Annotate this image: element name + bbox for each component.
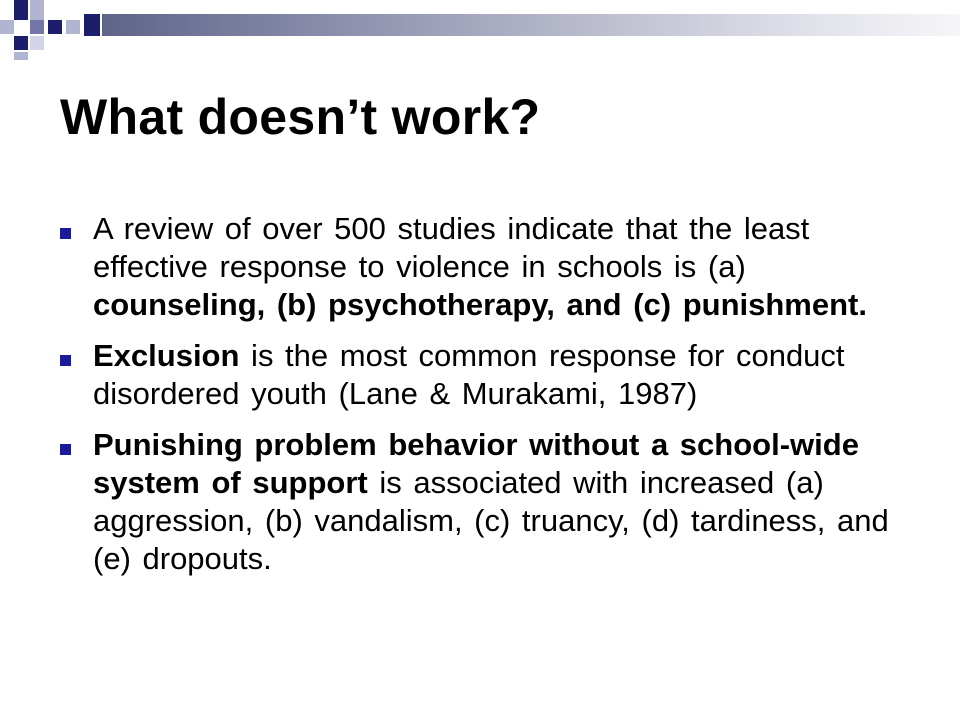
- banner-gradient-bar: [102, 14, 960, 36]
- banner-square: [30, 0, 44, 20]
- square-bullet-icon: [60, 444, 71, 455]
- bullet-text-bold: Exclusion: [93, 338, 240, 373]
- banner-square: [0, 20, 14, 34]
- bullet-list: [60, 210, 910, 591]
- bullet-item: [60, 426, 910, 578]
- bullet-text: is the most common response for conduct disordered youth (Lane & Murakami, 1987): [93, 338, 845, 411]
- decorative-banner: [0, 0, 960, 60]
- square-bullet-icon: [60, 355, 71, 366]
- banner-square: [66, 20, 80, 34]
- banner-square: [30, 20, 44, 34]
- bullet-text: is associated with increased (a) aggression, (b) vandalism, (c) truancy, (d) tardiness, and (e) dropouts.: [93, 465, 889, 576]
- banner-square: [48, 20, 62, 34]
- banner-square: [14, 36, 28, 50]
- bullet-text-bold: Punishing problem behavior without a school-wide system of support: [93, 427, 859, 500]
- bullet-text-bold: counseling, (b) psychotherapy, and (c) punishment.: [93, 287, 867, 322]
- square-bullet-icon: [60, 228, 71, 239]
- slide-title: What doesn’t work?: [60, 89, 541, 145]
- bullet-item: [60, 210, 910, 324]
- banner-square: [14, 52, 28, 60]
- bullet-text: A review of over 500 studies indicate that the least effective response to violence in schools is (a): [93, 211, 810, 284]
- bullet-item: [60, 337, 910, 413]
- banner-square: [14, 0, 28, 20]
- banner-square: [30, 36, 44, 50]
- banner-square: [84, 14, 100, 36]
